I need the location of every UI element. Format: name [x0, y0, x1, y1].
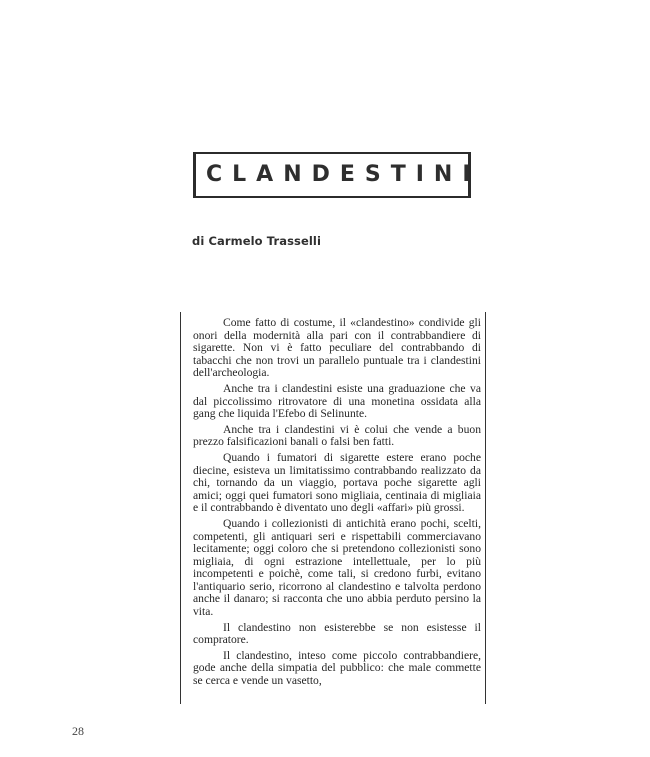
- paragraph: Il clandestino non esisterebbe se non esistesse il compratore.: [193, 620, 481, 647]
- paragraph: Quando i collezionisti di antichità erano pochi, scelti, competenti, gli antiquari seri e rispettabili commerciavano lecitamente; oggi coloro che si pretendono collezionisti sono migliaia, di ogni estrazione intellettuale, per lo più incompetenti e poichè, come tali, si credono furbi, evitano l'antiquario serio, ricorrono al clandestino e talvolta perdono anche il danaro; si racconta che uno abbia perduto persino la vita.: [193, 516, 481, 619]
- paragraph: Quando i fumatori di sigarette estere erano poche diecine, esisteva un limitatissimo contrabbando realizzato da chi, tornando da un viaggio, portava poche sigarette agli amici; oggi quei fumatori sono migliaia, centinaia di migliaia e il contrabbando è diventato uno degli «affari» più grossi.: [193, 450, 481, 515]
- paragraph: Anche tra i clandestini vi è colui che vende a buon prezzo falsificazioni banali o falsi ben fatti.: [193, 422, 481, 449]
- paragraph: Come fatto di costume, il «clandestino» condivide gli onori della modernità alla pari con il contrabbandiere di sigarette. Non vi è fatto peculiare del contrabbando di tabacchi che non trovi un parallelo puntuale tra i clandestini dell'archeologia.: [193, 316, 481, 380]
- title-frame-top-rule: [196, 152, 468, 154]
- paragraph: Anche tra i clandestini esiste una graduazione che va dal piccolissimo ritrovatore di una monetina ossidata alla gang che liquida l'Efebo di Selinunte.: [193, 381, 481, 421]
- article-body: [180, 312, 486, 704]
- page-number: 28: [72, 724, 84, 738]
- paragraph: Il clandestino, inteso come piccolo contrabbandiere, gode anche della simpatia del pubblico: che male commette se cerca e vende un vasetto,: [193, 648, 481, 688]
- article-author: di Carmelo Trasselli: [192, 234, 322, 248]
- article-title: CLANDESTINI: [206, 162, 481, 187]
- title-frame: [193, 152, 481, 198]
